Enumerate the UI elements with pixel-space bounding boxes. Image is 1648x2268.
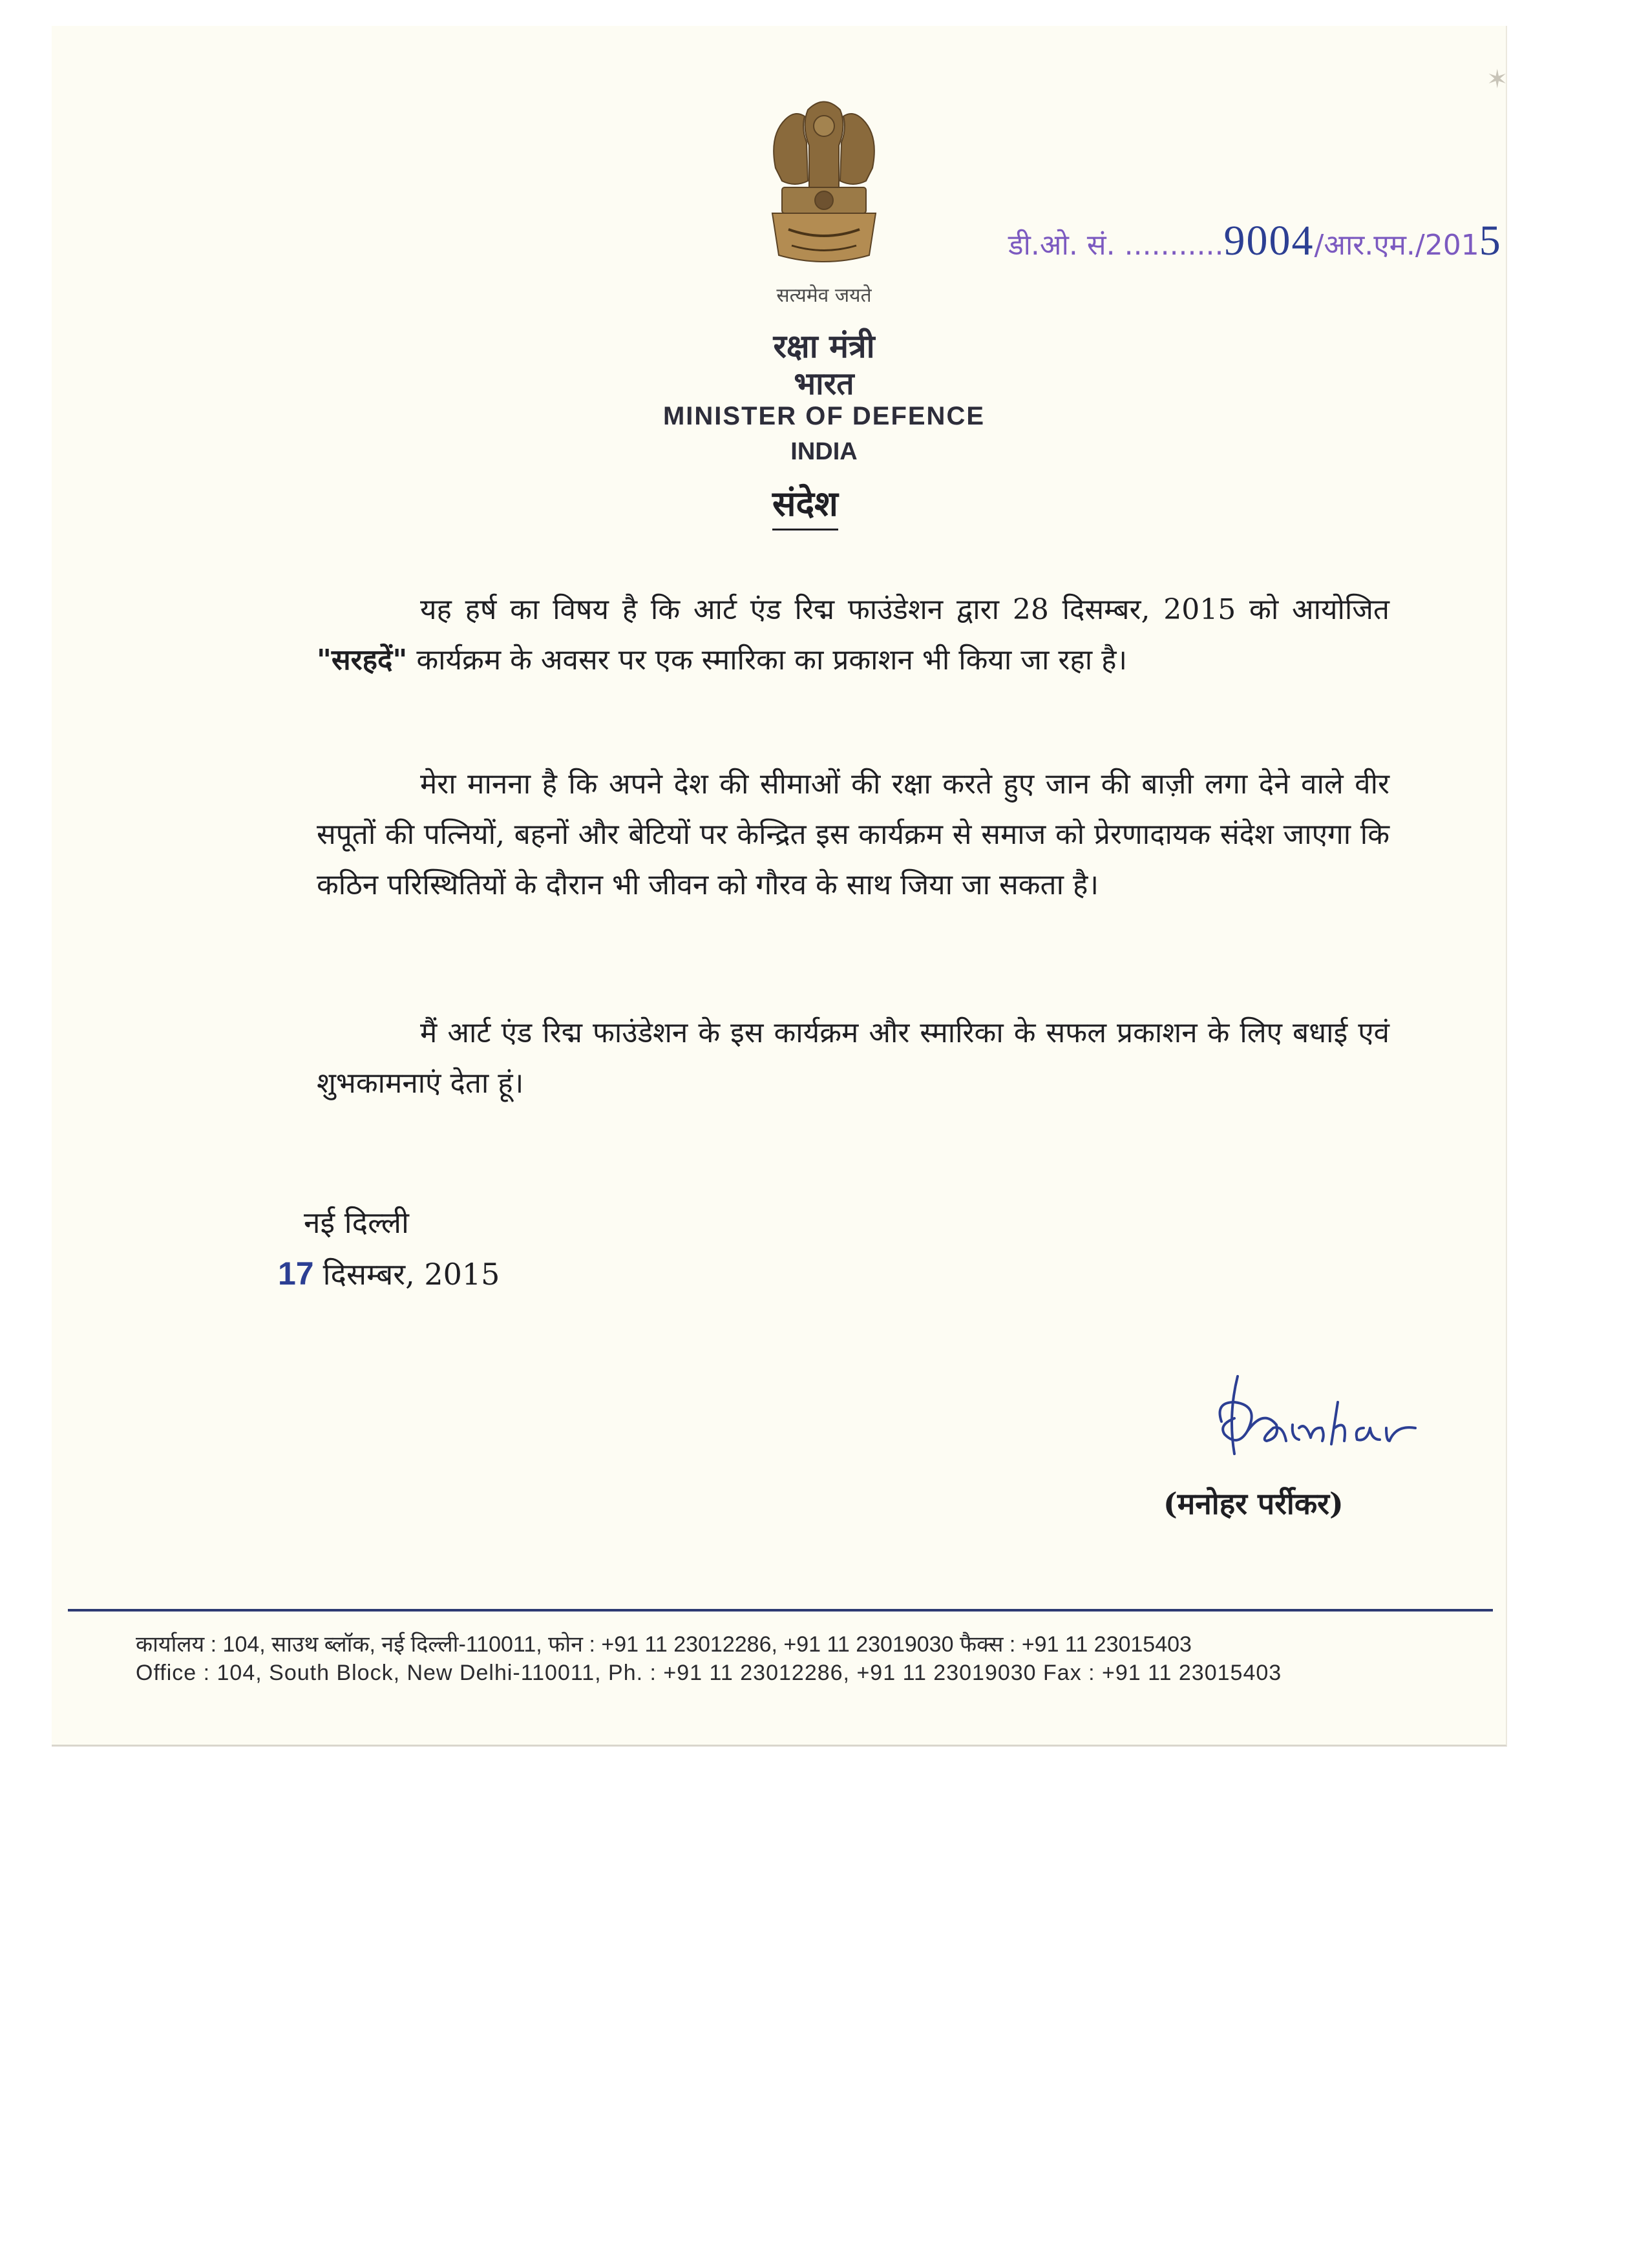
- program-name: "सरहदें": [317, 644, 408, 677]
- signatory-name: (मनोहर पर्रीकर): [1163, 1486, 1344, 1521]
- country-hindi: भारत: [794, 366, 854, 402]
- footer-address-english: Office : 104, South Block, New Delhi-110011, Ph. : +91 11 23012286, +91 11 23019030 Fax : +91 11 23015403: [136, 1661, 1282, 1685]
- reference-handwritten-year-digit: 5: [1479, 217, 1502, 264]
- title-english: MINISTER OF DEFENCE: [662, 402, 986, 430]
- body-paragraph-1: [317, 585, 1389, 686]
- scan-speck: ✶: [1486, 65, 1508, 94]
- closing-date: [278, 1254, 500, 1294]
- emblem-motto: सत्यमेव जयते: [776, 284, 872, 307]
- reference-prefix: डी.ओ. सं.: [1008, 229, 1115, 262]
- closing-place: नई दिल्ली: [304, 1205, 409, 1240]
- reference-handwritten-number: 9004: [1223, 217, 1315, 264]
- handwritten-day: 17: [278, 1255, 314, 1292]
- reference-number: [1008, 216, 1502, 266]
- date-month-year: दिसम्बर, 2015: [322, 1257, 500, 1292]
- handwritten-signature: [1202, 1363, 1435, 1480]
- footer-divider: [68, 1609, 1493, 1612]
- national-emblem-icon: [756, 90, 892, 278]
- body-paragraph-2: मेरा मानना है कि अपने देश की सीमाओं की रक्षा करते हुए जान की बाज़ी लगा देने वाले वीर सपूतों की पत्नियों, बहनों और बेटियों पर केन्द्रित इस कार्यक्रम से समाज को प्रेरणादायक संदेश जाएगा कि कठिन परिस्थितियों के दौरान भी जीवन को गौरव के साथ जिया जा सकता है।: [317, 768, 1389, 901]
- paragraph-1-text-a: यह हर्ष का विषय है कि आर्ट एंड रिद्म फाउंडेशन द्वारा 28 दिसम्बर, 2015 को आयोजित: [420, 593, 1389, 626]
- paragraph-1-text-b: कार्यक्रम के अवसर पर एक स्मारिका का प्रकाशन भी किया जा रहा है।: [407, 644, 1128, 677]
- footer-address-hindi: कार्यालय : 104, साउथ ब्लॉक, नई दिल्ली-110011, फोन : +91 11 23012286, +91 11 23019030 फैक्स : +91 11 23015403: [136, 1632, 1192, 1657]
- reference-suffix: /आर.एम./201: [1314, 229, 1479, 262]
- body-paragraph-3: मैं आर्ट एंड रिद्म फाउंडेशन के इस कार्यक्रम और स्मारिका के सफल प्रकाशन के लिए बधाई एवं शुभकामनाएं देता हूं।: [317, 1016, 1389, 1100]
- title-hindi: रक्षा मंत्री: [773, 327, 875, 365]
- reference-dots: ...........: [1124, 229, 1224, 262]
- country-english: INDIA: [790, 438, 858, 465]
- subject-heading: संदेश: [772, 478, 838, 530]
